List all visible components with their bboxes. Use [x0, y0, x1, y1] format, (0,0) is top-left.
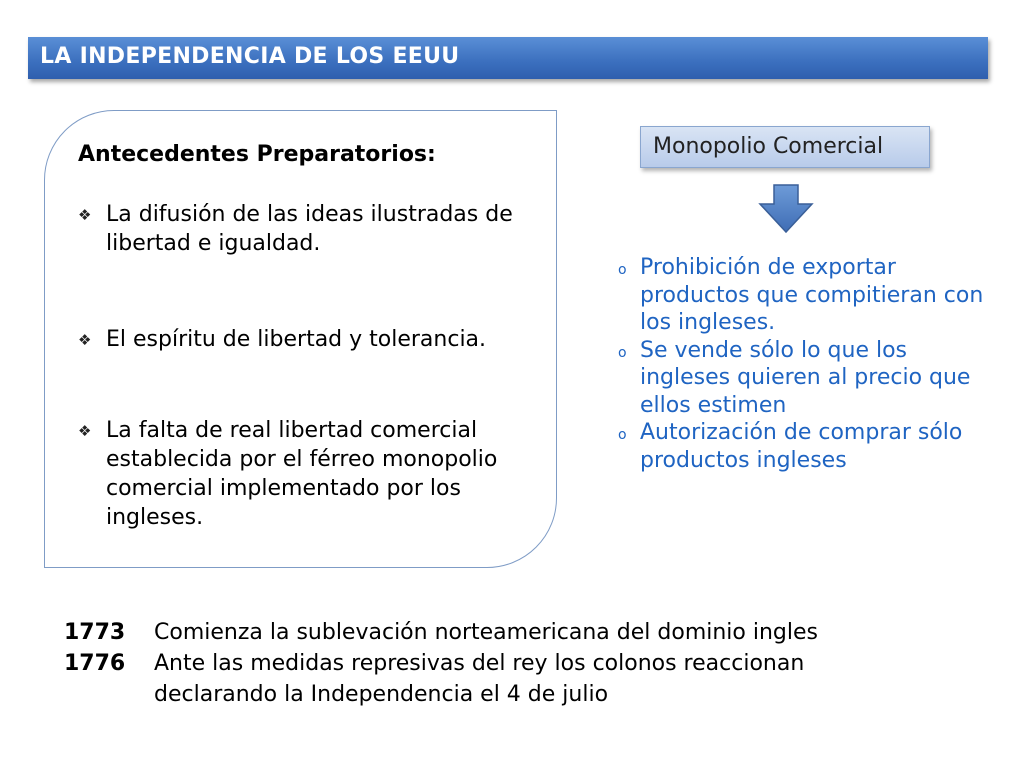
antecedentes-heading: Antecedentes Preparatorios: — [78, 142, 436, 167]
bullet-text: La falta de real libertad comercial establecida por el férreo monopolio comercial implementado por los ingleses. — [106, 418, 498, 530]
bullet-text: La difusión de las ideas ilustradas de libertad e igualdad. — [106, 202, 513, 256]
list-item — [618, 254, 998, 337]
timeline-text: Comienza la sublevación norteamericana del dominio ingles — [154, 620, 818, 645]
circle-bullet-icon: o — [618, 427, 627, 443]
timeline-text-continued: declarando la Independencia el 4 de julio — [154, 682, 609, 707]
timeline-year: 1773 — [64, 620, 126, 645]
bullet-text: El espíritu de libertad y tolerancia. — [106, 327, 487, 352]
slide-title: LA INDEPENDENCIA DE LOS EEUU — [40, 44, 460, 69]
monopolio-box — [640, 126, 930, 168]
diamond-bullet-icon: ❖ — [78, 206, 92, 224]
circle-bullet-icon: o — [618, 344, 627, 361]
timeline-text: Ante las medidas represivas del rey los colonos reaccionan — [154, 651, 805, 676]
diamond-bullet-icon: ❖ — [78, 331, 92, 349]
circle-bullet-icon: o — [618, 262, 627, 278]
title-bar — [28, 37, 988, 79]
list-item-text: Prohibición de exportar productos que compitieran con los ingleses. — [640, 255, 984, 335]
list-item — [618, 337, 998, 420]
list-item-text: Autorización de comprar sólo productos ingleses — [640, 420, 963, 473]
monopolio-label: Monopolio Comercial — [653, 134, 884, 159]
down-arrow-icon — [758, 184, 814, 234]
monopolio-list — [618, 254, 998, 474]
list-item-text: Se vende sólo lo que los ingleses quieren al precio que ellos estimen — [640, 337, 971, 418]
diamond-bullet-icon: ❖ — [78, 422, 92, 440]
timeline-year: 1776 — [64, 651, 126, 676]
list-item — [618, 419, 998, 474]
